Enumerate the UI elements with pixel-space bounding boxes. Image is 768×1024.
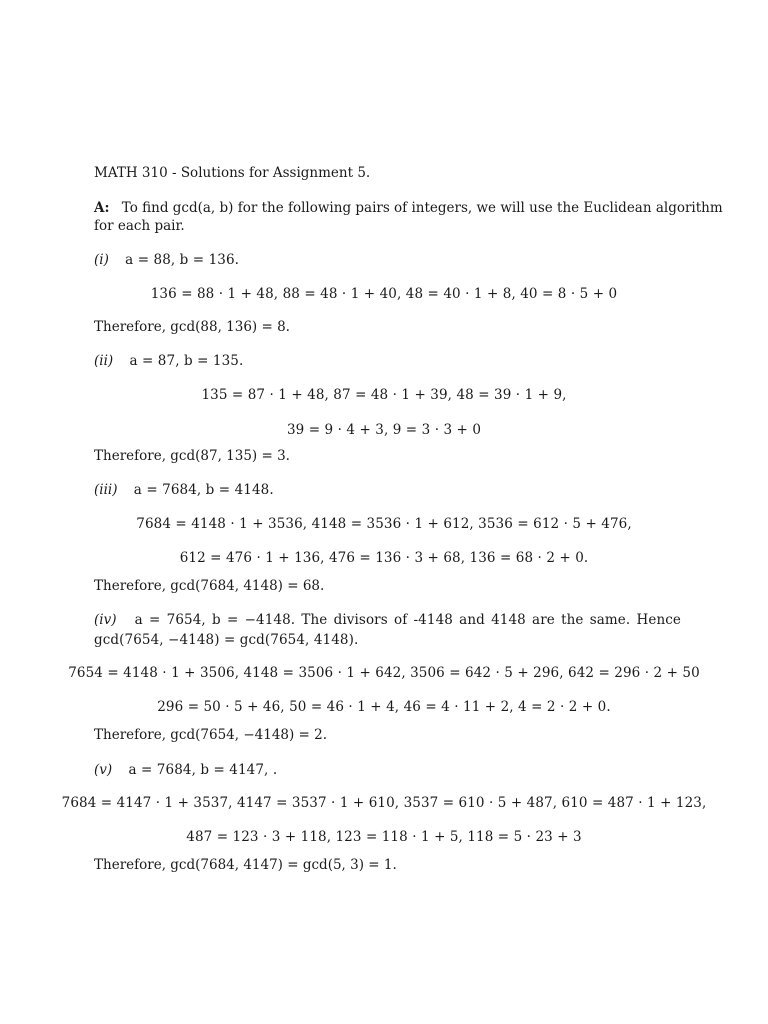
part-iv-values: a = 7654, b = −4148. The divisors of -4148 and 4148 are the same. Hence [134, 612, 682, 628]
part-i-heading [94, 251, 239, 269]
part-i-label: (i) [94, 252, 109, 268]
part-iv-equation-1: 7654 = 4148 · 1 + 3506, 4148 = 3506 · 1 + 642, 3506 = 642 · 5 + 296, 642 = 296 · 2 + 50 [68, 665, 700, 681]
part-v-values: a = 7684, b = 4147, . [128, 762, 278, 778]
part-iii-label: (iii) [94, 482, 118, 498]
part-ii-equation-1: 135 = 87 · 1 + 48, 87 = 48 · 1 + 39, 48 = 39 · 1 + 9, [201, 387, 567, 403]
intro-text: To find gcd(a, b) for the following pairs of integers, we will use the Euclidean algorithm [121, 200, 723, 216]
part-ii-label: (ii) [94, 353, 114, 369]
part-v-equation-1: 7684 = 4147 · 1 + 3537, 4147 = 3537 · 1 + 610, 3537 = 610 · 5 + 487, 610 = 487 · 1 + 123, [61, 795, 707, 811]
part-iv-equation-2: 296 = 50 · 5 + 46, 50 = 46 · 1 + 4, 46 = 4 · 11 + 2, 4 = 2 · 2 + 0. [157, 699, 611, 715]
part-v-heading [94, 761, 277, 779]
intro-label: A: [94, 200, 110, 216]
part-v-label: (v) [94, 762, 113, 778]
part-i-equation-1: 136 = 88 · 1 + 48, 88 = 48 · 1 + 40, 48 = 40 · 1 + 8, 40 = 8 · 5 + 0 [150, 286, 618, 302]
part-i-values: a = 88, b = 136. [125, 252, 240, 268]
page-title: MATH 310 - Solutions for Assignment 5. [94, 165, 371, 181]
part-iv-heading-2: gcd(7654, −4148) = gcd(7654, 4148). [94, 632, 359, 648]
part-iii-values: a = 7684, b = 4148. [133, 482, 274, 498]
part-iv-result: Therefore, gcd(7654, −4148) = 2. [94, 727, 328, 743]
part-iv-heading [94, 611, 681, 629]
intro-line-1 [94, 199, 723, 217]
part-iii-heading [94, 481, 274, 499]
part-v-result: Therefore, gcd(7684, 4147) = gcd(5, 3) = 1. [94, 857, 397, 873]
part-iii-equation-1: 7684 = 4148 · 1 + 3536, 4148 = 3536 · 1 + 612, 3536 = 612 · 5 + 476, [136, 516, 632, 532]
part-ii-values: a = 87, b = 135. [129, 353, 244, 369]
part-v-equation-2: 487 = 123 · 3 + 118, 123 = 118 · 1 + 5, 118 = 5 · 23 + 3 [186, 829, 582, 845]
part-ii-result: Therefore, gcd(87, 135) = 3. [94, 448, 290, 464]
part-ii-heading [94, 352, 243, 370]
part-iv-label: (iv) [94, 612, 117, 628]
part-iii-result: Therefore, gcd(7684, 4148) = 68. [94, 578, 325, 594]
part-iii-equation-2: 612 = 476 · 1 + 136, 476 = 136 · 3 + 68, 136 = 68 · 2 + 0. [179, 550, 589, 566]
part-i-result: Therefore, gcd(88, 136) = 8. [94, 319, 290, 335]
part-ii-equation-2: 39 = 9 · 4 + 3, 9 = 3 · 3 + 0 [286, 422, 482, 438]
intro-line-2: for each pair. [94, 218, 185, 234]
